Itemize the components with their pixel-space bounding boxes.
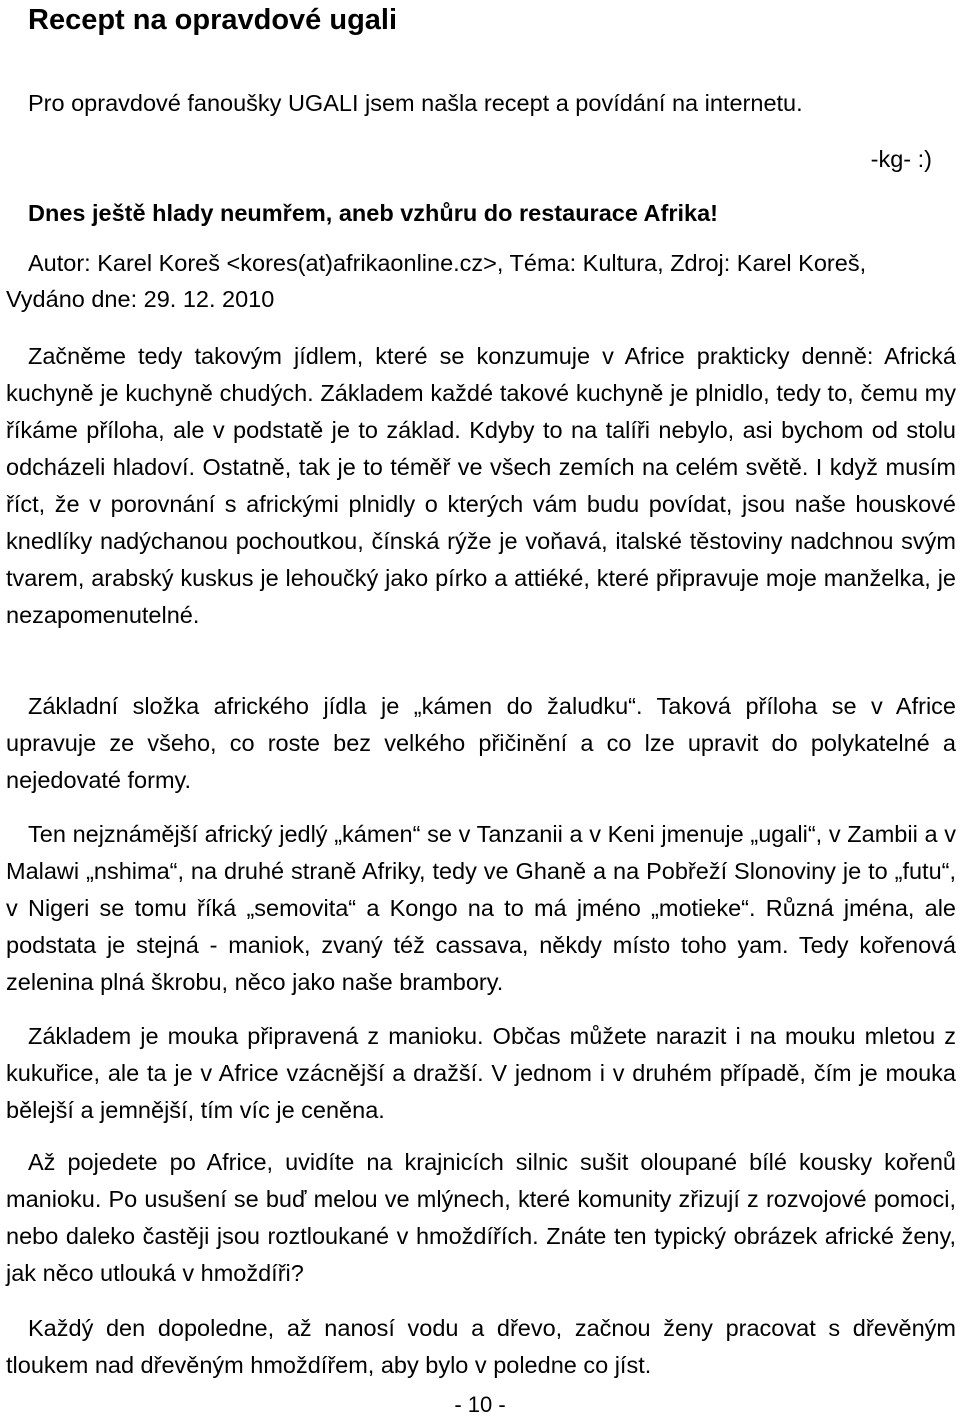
page-title: Recept na opravdové ugali <box>28 4 398 36</box>
paragraph-4: Základem je mouka připravená z manioku. Občas můžete narazit i na mouku mletou z kukuřice, ale ta je v Africe vzácnější a dražší. V jednom i v druhém případě, čím je mouka bělejší a jemnější, tím víc je ceněna. <box>6 1023 956 1123</box>
author-line: Autor: Karel Koreš <kores(at)afrikaonline.cz>, Téma: Kultura, Zdroj: Karel Koreš, <box>28 250 867 276</box>
page-number: - 10 - <box>454 1392 506 1417</box>
intro-text: Pro opravdové fanoušky UGALI jsem našla recept a povídání na internetu. <box>28 90 803 116</box>
signature: -kg- :) <box>870 146 932 172</box>
paragraph-6: Každý den dopoledne, až nanosí vodu a dřevo, začnou ženy pracovat s dřevěným tloukem nad dřevěným hmoždířem, aby bylo v poledne co jíst. <box>6 1315 956 1378</box>
article-headline: Dnes ještě hlady neumřem, aneb vzhůru do restaurace Afrika! <box>28 200 718 226</box>
paragraph-1: Začněme tedy takovým jídlem, které se konzumuje v Africe prakticky denně: Africká kuchyně je kuchyně chudých. Základem každé takové kuchyně je plnidlo, tedy to, čemu my říkáme příloha, ale v podstatě je to základ. Kdyby to na talíři nebylo, asi bychom od stolu odcházeli hladoví. Ostatně, tak je to téměř ve všech zemích na celém světě. I když musím říct, že v porovnání s africkými plnidly o kterých vám budu povídat, jsou naše houskové knedlíky nadýchanou pochoutkou, čínská rýže je voňavá, italské těstoviny nadchnou svým tvarem, arabský kuskus je lehoučký jako pírko a attiéké, které připravuje moje manželka, je nezapomenutelné. <box>6 343 956 628</box>
paragraph-3: Ten nejznámější africký jedlý „kámen“ se v Tanzanii a v Keni jmenuje „ugali“, v Zambii a v Malawi „nshima“, na druhé straně Afriky, tedy ve Ghaně a na Pobřeží Slonoviny je to „futu“, v Nigeri se tomu říká „semovita“ a Kongo na to má jméno „motieke“. Různá jména, ale podstata je stejná - maniok, zvaný též cassava, někdy místo toho yam. Tedy kořenová zelenina plná škrobu, něco jako naše brambory. <box>6 821 956 995</box>
paragraph-2: Základní složka afrického jídla je „kámen do žaludku“. Taková příloha se v Africe upravuje ze všeho, co roste bez velkého přičinění a co lze upravit do polykatelné a nejedovaté formy. <box>6 693 956 793</box>
paragraph-5: Až pojedete po Africe, uvidíte na krajnicích silnic sušit oloupané bílé kousky kořenů manioku. Po usušení se buď melou ve mlýnech, které komunity zřizují z rozvojové pomoci, nebo daleko častěji jsou roztloukané v hmoždířích. Znáte ten typický obrázek africké ženy, jak něco utlouká v hmoždíři? <box>6 1149 956 1286</box>
publish-date-line: Vydáno dne: 29. 12. 2010 <box>6 286 275 312</box>
